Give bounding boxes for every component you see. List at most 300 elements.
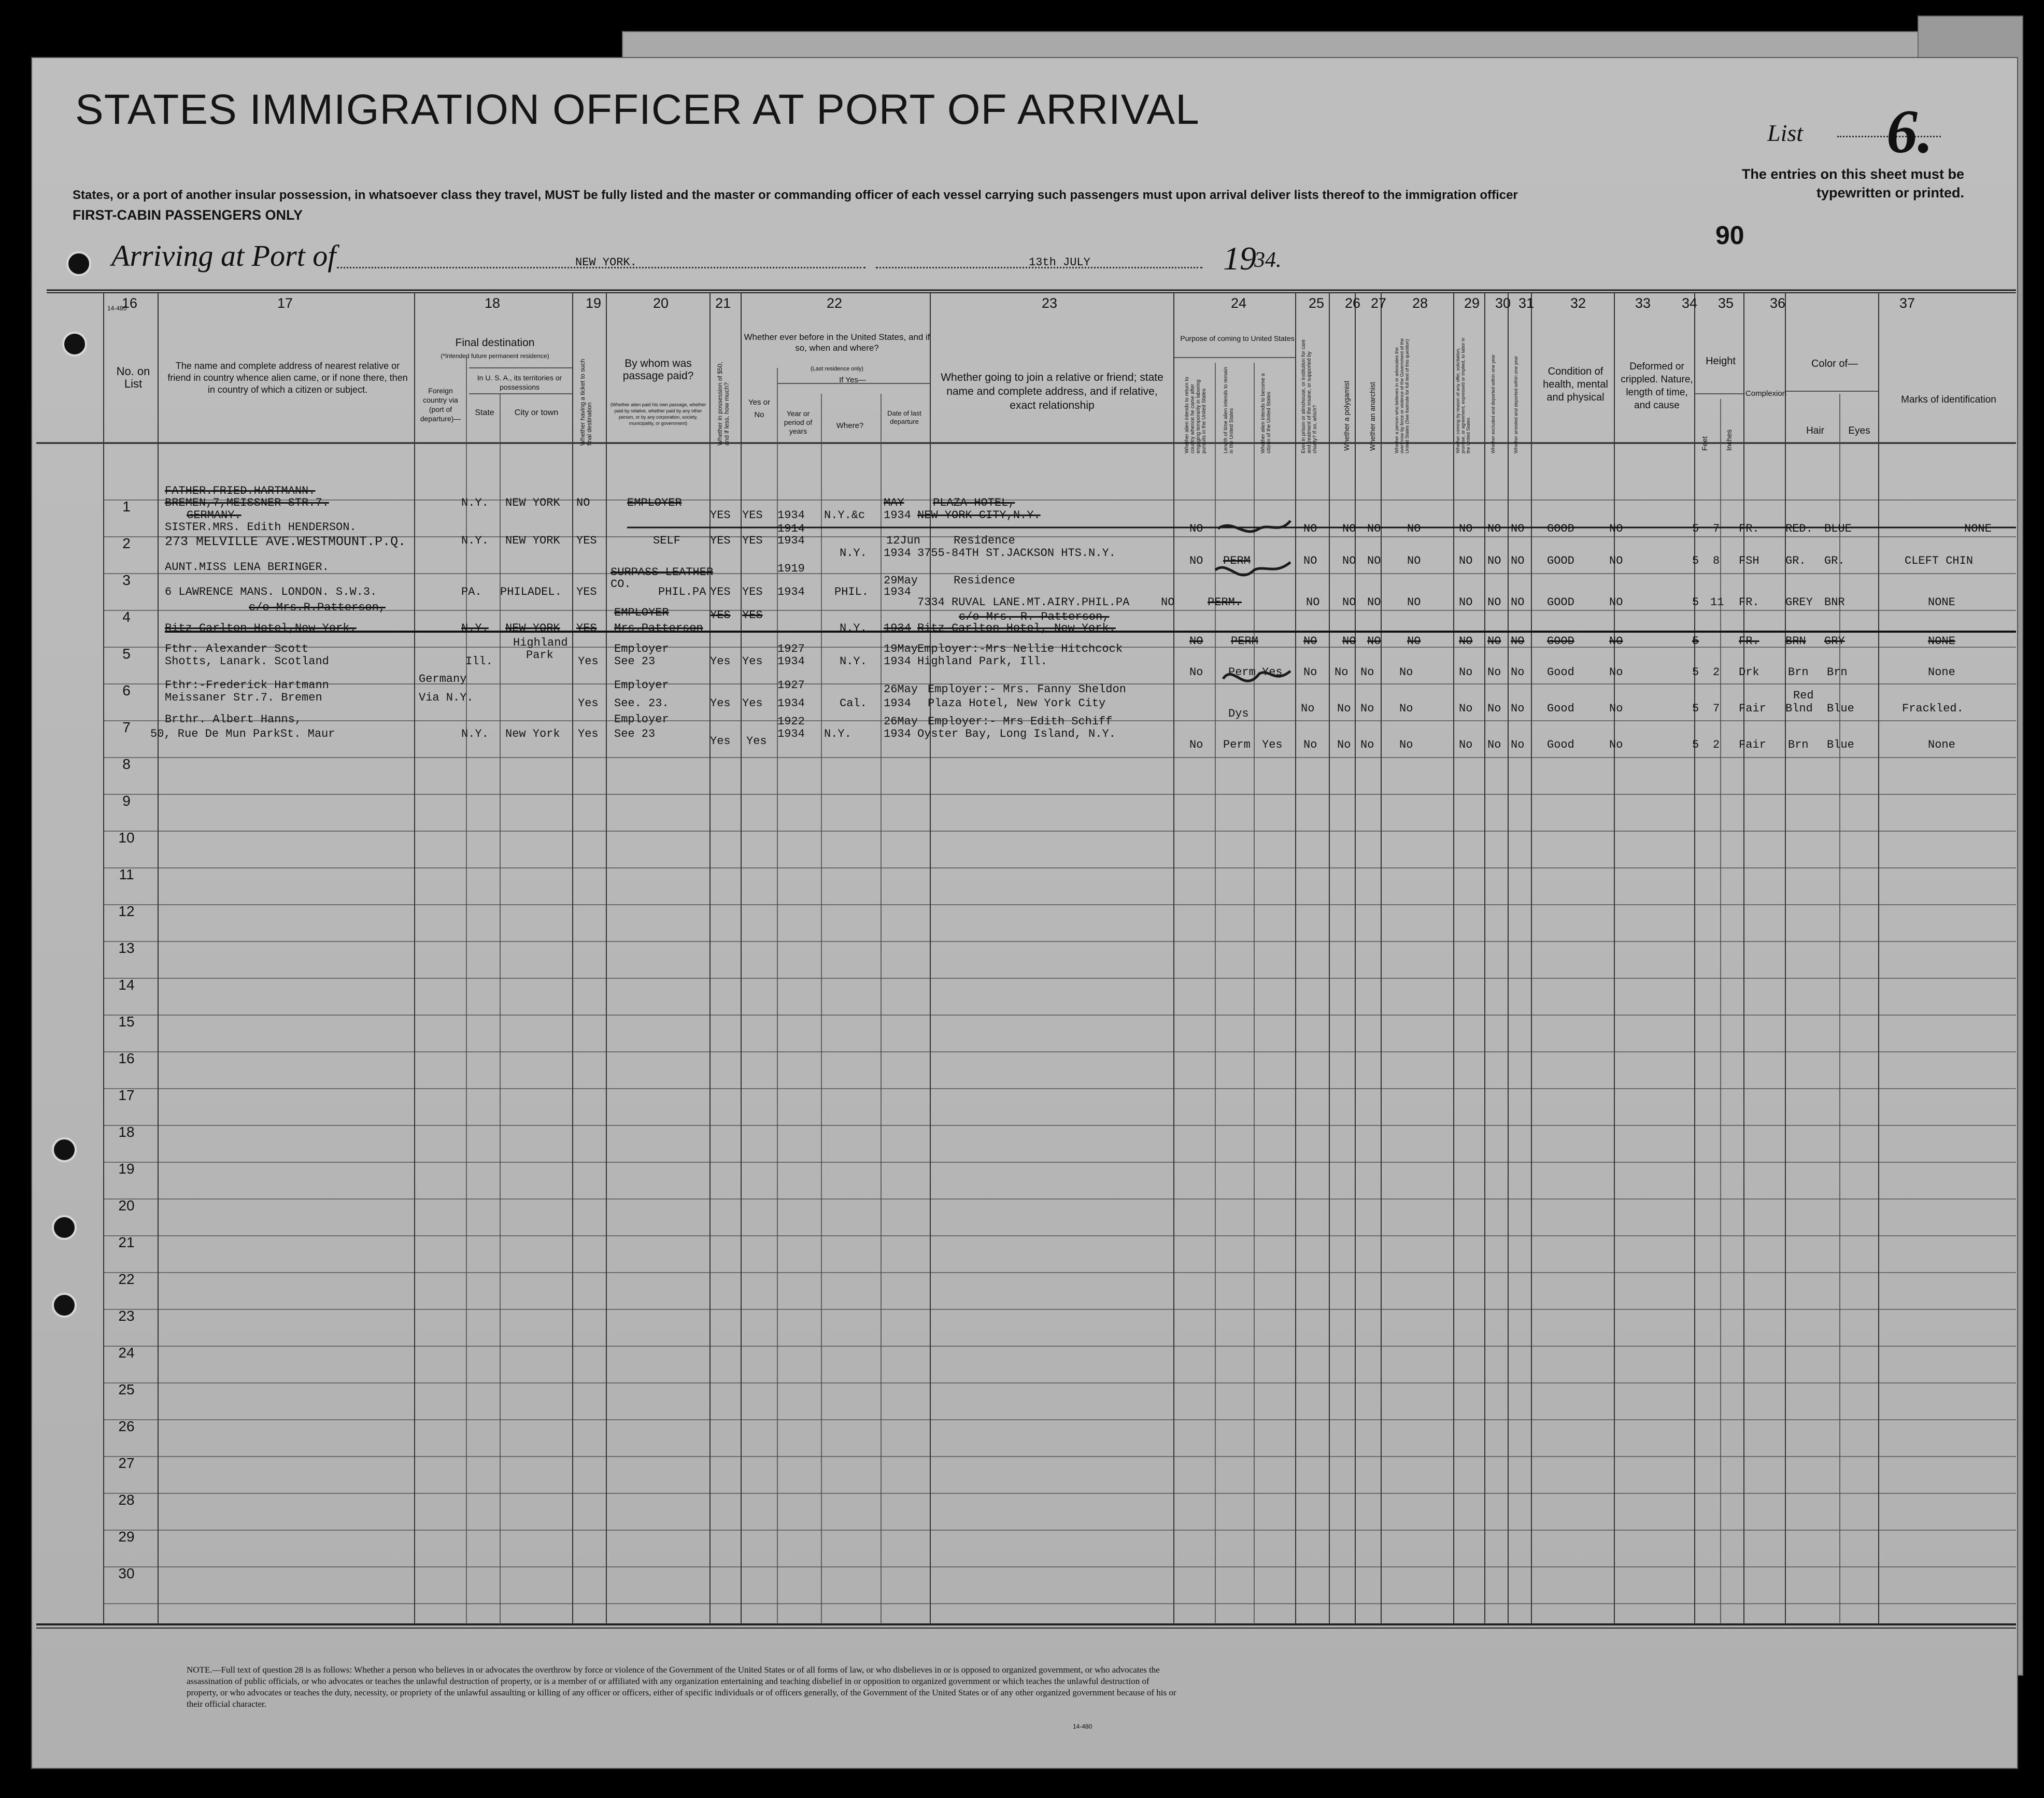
row-number: 15 — [118, 1014, 135, 1030]
years: 1934 — [777, 727, 805, 740]
q27: NO — [1367, 596, 1381, 609]
col-num-25: 25 — [1308, 295, 1325, 311]
hdr-final-destination-sub: (*Intended future permanent residence) — [441, 352, 549, 360]
departure: 26May — [884, 715, 918, 728]
hdr-fifty-dollars: Whether in possession of $50, and if less, how much? — [716, 362, 730, 446]
q31: NO — [1511, 522, 1525, 535]
marks: None — [1928, 666, 1955, 679]
q28: No — [1399, 666, 1413, 679]
height-inches: 7 — [1713, 522, 1720, 535]
join-line: Plaza Hotel, New York City — [928, 697, 1106, 710]
row-number: 14 — [118, 977, 135, 993]
state: N.Y. — [461, 496, 489, 509]
hair: GR. — [1785, 554, 1806, 567]
ever-before: Yes — [742, 697, 763, 710]
hdr-inches: Inches — [1725, 429, 1733, 451]
q29: No — [1459, 738, 1473, 751]
eyes: GR. — [1824, 554, 1845, 567]
col-num-33: 33 — [1635, 295, 1651, 311]
passage-paid: EMPLOYER — [627, 496, 682, 509]
passage-paid: SELF — [653, 534, 680, 547]
q26: No — [1335, 666, 1349, 679]
passage-paid: Employer — [614, 679, 669, 692]
q28: NO — [1407, 522, 1421, 535]
form-number-top: 14-480 — [107, 305, 127, 312]
purpose: NO — [1189, 554, 1203, 567]
q30: No — [1487, 702, 1501, 715]
where: N.Y. — [840, 547, 867, 560]
join-line: Residence — [954, 534, 1015, 547]
relative-line: 6 LAWRENCE MANS. LONDON. S.W.3. — [165, 586, 377, 598]
join-line: NEW YORK CITY,N.Y. — [917, 509, 1041, 522]
q26: No — [1337, 702, 1351, 715]
hdr-last-residence: (Last residence only) — [810, 366, 864, 372]
hdr-in-usa: In U. S. A., its territories or possessions — [477, 374, 562, 391]
foreign-country: Germany — [419, 673, 467, 686]
q26: NO — [1342, 635, 1356, 648]
hdr-height: Height — [1706, 355, 1736, 367]
relative-line: AUNT.MISS LENA BERINGER. — [165, 561, 329, 574]
purpose: NO — [1161, 596, 1175, 609]
where: PHIL. — [834, 586, 869, 598]
ever-before: YES — [742, 534, 763, 547]
hdr-passage-paid-sub: (Whether alien paid his own passage, whether paid by relative, whether paid by any other person, or by any corporation, society, municipality, or government) — [610, 402, 706, 426]
first-cabin-label: FIRST-CABIN PASSENGERS ONLY — [73, 207, 303, 223]
complexion: FR. — [1739, 596, 1759, 609]
hdr-purpose-return: Whether alien intends to return to country whence he came after engaging temporarily in laboring pursuits in the United States — [1184, 377, 1207, 453]
q26: NO — [1342, 554, 1356, 567]
q27: NO — [1367, 635, 1381, 648]
city: Highland — [513, 636, 568, 649]
col-num-20: 20 — [652, 295, 669, 311]
hdr-no-on-list: No. on List — [116, 365, 150, 390]
state: Ill. — [465, 655, 493, 668]
hdr-city: City or town — [514, 408, 559, 417]
hdr-ticket: Whether having a ticket to such final destination — [579, 359, 593, 446]
row-number: 3 — [122, 572, 131, 588]
q25: No — [1303, 666, 1317, 679]
hair: Brn — [1788, 738, 1809, 751]
col-num-17: 17 — [277, 295, 293, 311]
col-num-26: 26 — [1344, 295, 1361, 311]
purpose-length: Perm — [1223, 738, 1251, 751]
money: YES — [710, 609, 731, 622]
join-line: Highland Park, Ill. — [917, 655, 1047, 668]
punch-hole — [62, 332, 87, 356]
q29: NO — [1459, 596, 1473, 609]
departure: 29May — [884, 574, 918, 587]
col-num-27: 27 — [1370, 295, 1387, 311]
relative-line: Brthr. Albert Hanns, — [165, 713, 302, 726]
passage-paid: PHIL.PA — [658, 586, 706, 598]
marks: Frackled. — [1902, 702, 1964, 715]
q30: No — [1487, 666, 1501, 679]
row-number: 1 — [122, 498, 131, 515]
relative-line: Shotts, Lanark. Scotland — [165, 655, 329, 668]
height-inches: 7 — [1713, 702, 1720, 715]
punch-hole — [52, 1137, 77, 1162]
purpose-length: Perm — [1228, 666, 1256, 679]
hdr-health: Condition of health, mental and physical — [1543, 366, 1608, 403]
state: N.Y. — [461, 727, 489, 740]
q29: No — [1459, 702, 1473, 715]
col-num-22: 22 — [826, 295, 843, 311]
hair: GREY — [1785, 596, 1813, 609]
health: GOOD — [1547, 554, 1574, 567]
ever-before: Yes — [742, 655, 763, 668]
ticket: YES — [576, 622, 597, 635]
marks: NONE — [1964, 522, 1992, 535]
years: 1919 — [777, 562, 805, 575]
hair: Blnd — [1785, 702, 1813, 715]
height-inches: 11 — [1710, 596, 1724, 609]
complexion: Drk — [1739, 666, 1759, 679]
q30: NO — [1487, 635, 1501, 648]
years: 1934 — [777, 586, 805, 598]
ticket: YES — [576, 586, 597, 598]
city: PHILADEL. — [500, 586, 562, 598]
q28: NO — [1407, 635, 1421, 648]
ticket: Yes — [578, 697, 599, 710]
row-number: 7 — [122, 719, 131, 735]
height-feet: 5 — [1692, 738, 1699, 751]
height-inches: 2 — [1713, 666, 1720, 679]
years: 1927 — [777, 679, 805, 692]
q27: NO — [1367, 554, 1381, 567]
list-label: List — [1767, 120, 1804, 146]
punch-hole — [52, 1293, 77, 1318]
hdr-foreign-country: Foreign country via (port of departure)— — [420, 387, 461, 423]
col-num-23: 23 — [1041, 295, 1058, 311]
q28: NO — [1407, 554, 1421, 567]
eyes: BLUE — [1824, 522, 1852, 535]
purpose: No — [1189, 666, 1203, 679]
col-num-24: 24 — [1230, 295, 1247, 311]
footnote: NOTE.—Full text of question 28 is as follows: Whether a person who believes in or advocates the overthrow by force or violence of the Government of the United States or of all forms of law, or who disbelieves in or is opposed to organized government, or who advocates the assassination of public officials, or who advocates or teaches the unlawful destruction of property, or is a member of or affiliated with any organization entertaining and teaching disbelief in or opposition to organized government or which teaches the unlawful destruction of property, or who advocates or teaches the duty, necessity, or propriety of the unlawful assaulting or killing of any officer or officers, either of specific individuals or of officers generally, of the Government of the United States or of any other organized government because of his or their official character. — [187, 1665, 1176, 1709]
q30: No — [1487, 738, 1501, 751]
departure: 26May — [884, 683, 918, 696]
join-line: c/o Mrs. R. Patterson, — [959, 610, 1110, 623]
hair: BRN — [1785, 635, 1806, 648]
q31: NO — [1511, 635, 1525, 648]
hdr-yes-no: Yes or No — [748, 398, 770, 419]
q28: No — [1399, 738, 1413, 751]
height-feet: 5 — [1692, 702, 1699, 715]
arrival-date: 13th JULY — [1029, 256, 1090, 269]
deformed: NO — [1609, 522, 1623, 535]
row-number: 18 — [118, 1124, 135, 1140]
row-number: 19 — [118, 1161, 135, 1177]
health: Good — [1547, 666, 1574, 679]
height-feet: 5 — [1692, 554, 1699, 567]
eyes: GRY — [1824, 635, 1845, 648]
state: PA. — [461, 586, 482, 598]
row-number: 6 — [122, 682, 131, 698]
q30: NO — [1487, 554, 1501, 567]
purpose-length: Dys — [1228, 707, 1249, 720]
join-line: Employer:- Mrs Edith Schiff — [928, 715, 1113, 728]
row-number: 16 — [118, 1050, 135, 1066]
relative-line: GERMANY. — [187, 509, 242, 522]
money: YES — [710, 586, 731, 598]
hair: RED. — [1785, 522, 1813, 535]
q31: NO — [1511, 554, 1525, 567]
health: GOOD — [1547, 522, 1574, 535]
years: 1922 — [777, 715, 805, 728]
row-number: 28 — [118, 1492, 135, 1508]
state: N.Y. — [461, 622, 489, 635]
ticket: Yes — [578, 727, 599, 740]
complexion: Fair — [1739, 702, 1766, 715]
complexion: FR. — [1739, 522, 1759, 535]
departure: 1934 — [884, 586, 911, 598]
col-num-16: 16 — [121, 295, 138, 311]
join-line: Residence — [954, 574, 1015, 587]
row-number: 12 — [118, 903, 135, 919]
passage-paid: Employer — [614, 643, 669, 655]
relative-line: Meissaner Str.7. Bremen — [165, 691, 322, 704]
row-number: 9 — [122, 793, 131, 809]
hdr-final-destination: Final destination — [455, 337, 535, 349]
purpose: NO — [1189, 522, 1203, 535]
years: 1927 — [777, 643, 805, 655]
passage-paid: CO. — [611, 578, 631, 591]
row-number: 23 — [118, 1308, 135, 1324]
q31: NO — [1511, 596, 1525, 609]
arrival-port: NEW YORK. — [575, 256, 637, 269]
row-number: 30 — [118, 1565, 135, 1581]
departure: 1934 — [884, 622, 911, 635]
row-number: 10 — [118, 830, 135, 846]
ticket: NO — [576, 496, 590, 509]
ticket: Yes — [578, 655, 599, 668]
deformed: NO — [1609, 554, 1623, 567]
page-title: STATES IMMIGRATION OFFICER AT PORT OF ARRIVAL — [75, 86, 1200, 133]
join-line: Employer:-Mrs Nellie Hitchcock — [917, 643, 1123, 655]
purpose-citizen: Yes — [1262, 666, 1283, 679]
height-feet: 5 — [1692, 522, 1699, 535]
where: N.Y. — [840, 655, 867, 668]
arriving-label: Arriving at Port of — [111, 239, 336, 273]
complexion: FSH — [1739, 554, 1759, 567]
height-feet: 5 — [1692, 666, 1699, 679]
q25: No — [1301, 702, 1315, 715]
marks: NONE — [1928, 596, 1955, 609]
passage-paid: Employer — [614, 713, 669, 726]
hdr-purpose: Purpose of coming to United States — [1180, 334, 1295, 343]
money: YES — [710, 509, 731, 522]
years: 1934 — [777, 697, 805, 710]
hdr-relative: The name and complete address of nearest relative or friend in country whence alien came, or if none there, then in country of which a citizen or subject. — [167, 361, 408, 395]
passage-paid: Mrs.Patterson — [614, 622, 703, 635]
col-num-21: 21 — [715, 295, 731, 311]
passage-paid: See 23 — [614, 727, 656, 740]
purpose-citizen: Yes — [1262, 738, 1283, 751]
departure: 1934 — [884, 727, 911, 740]
q27: No — [1360, 702, 1374, 715]
sheet-note: The entries on this sheet must be typewritten or printed. — [1741, 166, 1964, 201]
q26: NO — [1342, 596, 1356, 609]
departure: 19May — [884, 643, 918, 655]
q25: NO — [1303, 635, 1317, 648]
health: GOOD — [1547, 635, 1574, 648]
q30: NO — [1487, 522, 1501, 535]
hdr-arrested: Whether arrested and deported within one year — [1513, 355, 1518, 453]
join-line: PLAZA HOTEL, — [933, 496, 1015, 509]
col-num-35: 35 — [1717, 295, 1734, 311]
ever-before: YES — [742, 609, 763, 622]
punch-hole — [52, 1215, 77, 1240]
foreign-country: Via N.Y. — [419, 691, 474, 704]
complexion: FR. — [1739, 635, 1759, 648]
hdr-polygamist: Whether a polygamist — [1342, 380, 1351, 451]
row-number: 20 — [118, 1197, 135, 1214]
hdr-passage-paid: By whom was passage paid? — [622, 358, 694, 382]
health: Good — [1547, 702, 1574, 715]
eyes: BNR — [1824, 596, 1845, 609]
q28: No — [1399, 702, 1413, 715]
purpose: No — [1189, 738, 1203, 751]
punch-hole — [66, 251, 91, 276]
join-line: Employer:- Mrs. Fanny Sheldon — [928, 683, 1126, 696]
col-num-36: 36 — [1769, 295, 1786, 311]
row-number: 21 — [118, 1234, 135, 1250]
passage-paid: See 23 — [614, 655, 656, 668]
city: Park — [526, 649, 553, 662]
row-number: 5 — [122, 646, 131, 662]
join-line: Ritz Carlton Hotel, New York. — [917, 622, 1116, 635]
hdr-question-28: Whether a person who believes in or advocates the overthrow by force or violence of the Government of the United States (See footnote for full text of this question) — [1394, 338, 1410, 453]
hdr-color-of: Color of— — [1811, 358, 1858, 369]
departure: 1934 — [884, 509, 911, 522]
list-number: 6. — [1886, 97, 1933, 166]
relative-line: Ritz Carlton Hotel,New York. — [165, 622, 357, 635]
hdr-hair: Hair — [1806, 425, 1824, 436]
q25: NO — [1306, 596, 1320, 609]
deformed: NO — [1609, 596, 1623, 609]
city: NEW YORK — [505, 496, 560, 509]
marks: NONE — [1928, 635, 1955, 648]
departure: 1934 — [884, 655, 911, 668]
relative-line: FATHER.FRIED.HARTMANN. — [165, 484, 316, 497]
row-number: 27 — [118, 1455, 135, 1471]
hdr-prison: Ever in prison or almshouse, or institution for care and treatment of the insane, or supported by charity? If so, which? — [1301, 339, 1318, 453]
years: 1934 — [777, 534, 805, 547]
hdr-state: State — [475, 408, 494, 417]
q27: No — [1360, 738, 1374, 751]
state: N.Y. — [461, 534, 489, 547]
year-suffix: 34. — [1254, 248, 1282, 272]
col-num-31: 31 — [1518, 295, 1535, 311]
hair: Red — [1793, 689, 1814, 702]
hdr-join-relative: Whether going to join a relative or friend; state name and complete address, and if relative, exact relationship — [941, 372, 1163, 411]
year-prefix: 19 — [1223, 240, 1256, 277]
q27: No — [1360, 666, 1374, 679]
eyes: Blue — [1827, 738, 1854, 751]
q26: NO — [1342, 522, 1356, 535]
health: GOOD — [1547, 596, 1574, 609]
col-num-32: 32 — [1570, 295, 1586, 311]
deformed: No — [1609, 666, 1623, 679]
col-num-18: 18 — [484, 295, 501, 311]
q29: No — [1459, 666, 1473, 679]
where: N.Y.&c — [824, 509, 865, 522]
years: 1934 — [777, 655, 805, 668]
row-number: 8 — [122, 756, 131, 772]
instructions: States, or a port of another insular possession, in whatsoever class they travel, MUST be fully listed and the master or commanding officer of each vessel carrying such passengers must upon arrival deliver lists thereof to the immigration officer — [73, 188, 1518, 202]
row-number: 24 — [118, 1345, 135, 1361]
join-line: 7334 RUVAL LANE.MT.AIRY.PHIL.PA — [917, 596, 1130, 609]
hdr-purpose-length: Length of time alien intends to remain in the United States — [1223, 367, 1234, 453]
col-num-30: 30 — [1495, 295, 1511, 311]
money: Yes — [710, 697, 731, 710]
eyes: Blue — [1827, 702, 1854, 715]
height-inches: 2 — [1713, 738, 1720, 751]
money: YES — [710, 534, 731, 547]
deformed: No — [1609, 702, 1623, 715]
purpose-length: PERM — [1231, 635, 1258, 648]
deformed: No — [1609, 738, 1623, 751]
q25: NO — [1303, 554, 1317, 567]
row-number: 26 — [118, 1418, 135, 1434]
ever-before: YES — [742, 509, 763, 522]
q31: No — [1511, 738, 1525, 751]
hdr-purpose-citizen: Whether alien intends to become a citizen of the United States — [1260, 373, 1272, 453]
passage-paid: SURPASS LEATHER — [611, 566, 714, 579]
relative-line: c/o Mrs.R.Patterson, — [249, 601, 386, 614]
row-number: 13 — [118, 940, 135, 956]
years: 1934 — [777, 509, 805, 522]
join-line: Oyster Bay, Long Island, N.Y. — [917, 727, 1116, 740]
relative-line: BREMEN,7,MEISSNER STR.7. — [165, 496, 329, 509]
relative-line: SISTER.MRS. Edith HENDERSON. — [165, 521, 357, 534]
col-num-28: 28 — [1412, 295, 1428, 311]
complexion: Fair — [1739, 738, 1766, 751]
deformed: NO — [1609, 635, 1623, 648]
q25: No — [1303, 738, 1317, 751]
relative-line: 273 MELVILLE AVE.WESTMOUNT.P.Q. — [165, 534, 406, 549]
row-number: 11 — [119, 866, 134, 882]
city: NEW YORK — [505, 622, 560, 635]
hdr-feet: Feet — [1700, 436, 1709, 451]
hdr-deformed: Deformed or crippled. Nature, length of time, and cause — [1621, 361, 1693, 411]
row-number: 29 — [118, 1529, 135, 1545]
hdr-ever-before: Whether ever before in the United States, and if so, when and where? — [744, 332, 930, 353]
q31: No — [1511, 702, 1525, 715]
hair: Brn — [1788, 666, 1809, 679]
hdr-eyes: Eyes — [1848, 425, 1870, 436]
ticket: YES — [576, 534, 597, 547]
relative-line: 50, Rue De Mun ParkSt. Maur — [150, 727, 335, 740]
height-inches: 8 — [1713, 554, 1720, 567]
purpose-length: PERM. — [1208, 596, 1242, 609]
q31: No — [1511, 666, 1525, 679]
city: New York — [505, 727, 560, 740]
row-number: 17 — [118, 1087, 135, 1103]
health: Good — [1547, 738, 1574, 751]
ever-before: Yes — [746, 735, 767, 748]
where: Cal. — [840, 697, 867, 710]
city: NEW YORK — [505, 534, 560, 547]
ever-before: YES — [742, 586, 763, 598]
relative-line: Fthr:-Frederick Hartmann — [165, 679, 329, 692]
where: N.Y. — [840, 622, 867, 635]
purpose-length: PERM — [1223, 554, 1251, 567]
hdr-complexion: Complexion — [1745, 389, 1787, 398]
hdr-labor-offer: Whether coming by reason of any offer, solicitation, promise, or agreement, expressed or implied, to labor in the United States — [1455, 337, 1471, 453]
hdr-anarchist: Whether an anarchist — [1368, 381, 1376, 451]
marks: CLEFT CHIN — [1905, 554, 1974, 567]
